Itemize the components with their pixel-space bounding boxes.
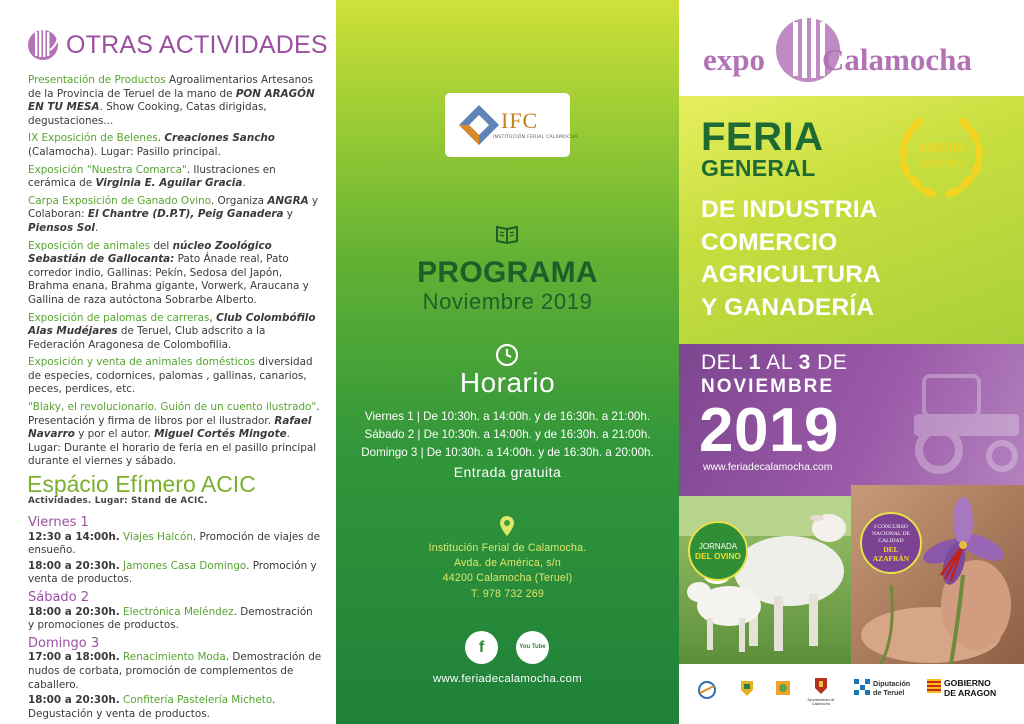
activity-text: , xyxy=(209,311,217,324)
sector-line: AGRICULTURA xyxy=(701,261,882,288)
sector-line: Y GANADERÍA xyxy=(701,293,875,321)
activity-title: Exposición "Nuestra Comarca" xyxy=(28,163,187,176)
activity-item xyxy=(28,164,322,191)
schedule-text: . Degustación y venta de productos. xyxy=(28,694,276,720)
ifc-logo-caption: INSTITUCIÓN FERIAL CALAMOCHA xyxy=(493,135,578,140)
badge-text: DEL OVINO xyxy=(695,550,741,561)
ayuntamiento-shield-icon xyxy=(813,676,829,696)
activity-text: . Presentación y firma de libros por el ilustrador. xyxy=(28,401,320,427)
date-word: DEL xyxy=(701,351,743,374)
date-year: 2019 xyxy=(699,396,839,465)
sponsor-logo-3-icon xyxy=(774,679,792,697)
activity-emphasis: núcleo Zoológico Sebastián de Gallocanta: xyxy=(28,239,272,266)
entrada-gratuita: Entrada gratuita xyxy=(453,464,562,480)
schedule-time: 18:00 a 20:30h. xyxy=(28,605,120,618)
fair-sectors xyxy=(701,194,881,324)
activity-emphasis: El Chantre (D.P.T), Peig Ganadera xyxy=(87,208,284,221)
schedule-text: . Demostración y promociones de productos. xyxy=(28,605,313,632)
ifc-logo-icon xyxy=(457,103,501,147)
middle-panel xyxy=(336,0,679,724)
activities-list xyxy=(28,74,322,473)
schedule-item xyxy=(28,531,322,558)
schedule-text: . Promoción y venta de productos. xyxy=(28,559,317,586)
schedule-item xyxy=(28,606,322,633)
activity-text: de Teruel, Club adscrito a la Federación Aragonesa de Colombofilia. xyxy=(28,325,266,351)
expo-logo-icon xyxy=(26,26,60,64)
badge-text: DEL xyxy=(883,544,899,554)
activities-header xyxy=(26,26,328,64)
diputacion-label-2: de Teruel xyxy=(873,688,905,697)
activity-item xyxy=(28,356,322,397)
horario-title: Horario xyxy=(459,367,556,398)
facebook-icon: f xyxy=(478,638,485,656)
activity-item xyxy=(28,195,322,236)
tractor-icon xyxy=(894,366,1024,476)
ifc-logo xyxy=(445,93,578,157)
edition-badge xyxy=(901,140,981,170)
youtube-button[interactable] xyxy=(516,631,549,664)
saffron-flower-illustration xyxy=(851,485,1024,664)
schedule-text: . Promoción de viajes de ensueño. xyxy=(28,530,320,557)
activity-text: y Colaboran: xyxy=(28,194,319,221)
day-heading: Sábado 2 xyxy=(28,589,90,605)
schedule-item xyxy=(28,560,322,587)
activity-title: "Blaky, el revolucionario. Guión de un cuento ilustrado" xyxy=(28,401,317,414)
schedule-time: 17:00 a 18:00h. xyxy=(28,651,120,664)
date-start-day: 1 xyxy=(748,351,762,374)
schedule-time: 18:00 a 20:30h. xyxy=(28,694,120,707)
activity-text: (Calamocha). Lugar: Pasillo principal. xyxy=(28,145,221,158)
activity-emphasis: ANGRA xyxy=(267,194,309,207)
activity-text: Pato Ánade real, Pato corredor indio, Gallinas: Pekín, Sedosa del Japón, Brahma enana, Brahma gigante, Vorwerk, Araucana y Gallina de raza autóctona Sobrarbe Alberto. xyxy=(28,253,309,306)
feria-title: FERIA xyxy=(701,115,824,159)
left-panel xyxy=(0,0,336,724)
activity-text: . Lugar: Durante el horario de feria en el pasillo principal durante el viernes y sábado. xyxy=(28,428,317,468)
date-word: DE xyxy=(817,351,848,374)
activity-emphasis: Piensos Sol xyxy=(28,221,95,234)
edition-label: edición xyxy=(920,155,962,170)
gobierno-label-2: DE ARAGON xyxy=(944,688,997,698)
diputacion-logo-icon xyxy=(852,677,872,697)
date-end-day: 3 xyxy=(798,351,811,374)
clock-icon xyxy=(495,343,519,367)
address xyxy=(336,541,679,602)
sector-line: DE INDUSTRIA xyxy=(701,196,878,223)
activity-emphasis: Club Colombófilo Alas Mudéjares xyxy=(28,311,316,338)
youtube-icon: You Tube xyxy=(519,644,546,650)
activity-item xyxy=(28,240,322,308)
right-website-link[interactable]: www.feriadecalamocha.com xyxy=(703,462,833,473)
badge-text: I CONCURSO xyxy=(874,523,908,530)
activity-item xyxy=(28,312,322,353)
activity-title: Carpa Exposición de Ganado Ovino xyxy=(28,194,211,207)
activity-emphasis: Creaciones Sancho xyxy=(164,132,275,145)
schedule-time: 12:30 a 14:00h. xyxy=(28,530,120,543)
hours-line: Sábado 2 | De 10:30h. a 14:00h. y de 16:30h. a 21:00h. xyxy=(364,428,651,441)
activity-text: . xyxy=(242,177,246,190)
sponsor-logo-1-icon xyxy=(696,681,718,699)
activity-text: . Show Cooking, Catas dirigidas, degustaciones... xyxy=(28,101,267,127)
schedule-title: Viajes Halcón xyxy=(119,530,193,543)
sponsor-logos xyxy=(679,664,1024,724)
date-month: NOVIEMBRE xyxy=(701,376,835,397)
badge-text: AZAFRÁN xyxy=(872,553,910,563)
activity-title: Exposición y venta de animales domésticos xyxy=(28,356,256,369)
activities-heading: OTRAS ACTIVIDADES xyxy=(66,30,328,59)
activity-emphasis: Rafael Navarro xyxy=(28,414,312,441)
acic-schedule xyxy=(28,512,322,723)
book-icon xyxy=(495,224,519,244)
activity-item xyxy=(28,132,322,159)
activity-emphasis: Virginia E. Aguilar Gracia xyxy=(95,177,243,190)
saffron-photo xyxy=(851,485,1024,664)
badge-text: CALIDAD xyxy=(878,537,904,544)
ifc-logo-text: IFC xyxy=(501,108,539,133)
hours-line: Domingo 3 | De 10:30h. a 14:00h. y de 16:30h. a 20:00h. xyxy=(361,446,654,459)
schedule-item xyxy=(28,694,322,721)
schedule-title: Jamones Casa Domingo xyxy=(119,559,247,572)
activity-title: Exposición de palomas de carreras xyxy=(28,311,210,324)
activity-text: y por el autor. xyxy=(74,428,155,441)
activity-text: . Organiza xyxy=(210,194,268,207)
expo-header xyxy=(679,0,1024,96)
activity-text: . Ilustraciones en cerámica de xyxy=(28,163,276,190)
day-heading: Domingo 3 xyxy=(28,635,100,651)
activity-title: Exposición de animales xyxy=(28,239,151,252)
schedule-item xyxy=(28,651,322,692)
badge-text: NACIONAL DE xyxy=(872,530,910,537)
date-word: AL xyxy=(766,351,793,374)
activity-item xyxy=(28,74,322,128)
schedule-title: Confitería Pastelería Micheto xyxy=(119,694,273,707)
activity-item xyxy=(28,401,322,469)
sponsor-logo-2-icon xyxy=(738,678,756,698)
activity-text: y xyxy=(283,208,293,221)
activity-title: IX Exposición de Belenes xyxy=(28,132,158,145)
schedule-title: Electrónica Meléndez xyxy=(119,605,234,618)
website-link[interactable]: www.feriadecalamocha.com xyxy=(432,673,582,685)
programa-subtitle: Noviembre 2019 xyxy=(422,289,593,314)
acic-title: Espácio Efímero ACIC xyxy=(27,471,256,497)
logo-expo-text: expo xyxy=(703,42,765,77)
logo-calamocha-text: Calamocha xyxy=(822,42,972,77)
activity-emphasis: PON ARAGÓN EN TU MESA xyxy=(28,87,315,114)
aragon-flag-icon xyxy=(927,679,941,693)
activity-emphasis: Miguel Cortés Mingote xyxy=(154,428,287,441)
schedule-text: . Demostración de nudos de corbata, promoción de complementos de caballero. xyxy=(28,651,322,691)
activity-text: . xyxy=(157,132,165,145)
sheep-photo xyxy=(679,496,851,664)
sheep-illustration xyxy=(679,496,851,664)
diputacion-label-1: Diputación xyxy=(873,679,911,688)
day-heading: Viernes 1 xyxy=(28,515,89,530)
activity-text: Agroalimentarios Artesanos de la Provincia de Teruel de la mano de xyxy=(28,74,314,100)
address-line: T. 978 732 269 xyxy=(471,587,544,600)
general-title: GENERAL xyxy=(701,155,816,181)
address-line: Institución Ferial de Calamocha. xyxy=(428,542,587,554)
date-range xyxy=(701,351,847,375)
edition-number: XXXVIII xyxy=(918,140,964,155)
right-panel xyxy=(679,0,1024,724)
acic-subtitle: Actividades. Lugar: Stand de ACIC. xyxy=(28,496,208,506)
activity-text: del xyxy=(150,239,173,252)
hours-line: Viernes 1 | De 10:30h. a 14:00h. y de 16:30h. a 21:00h. xyxy=(364,410,651,423)
jornada-ovino-badge xyxy=(688,521,748,581)
opening-hours xyxy=(336,408,679,462)
gobierno-label-1: GOBIERNO xyxy=(944,678,991,688)
activity-text: diversidad de especies, codornices, palomas , gallinas, canarios, peces, perdices, etc. xyxy=(28,356,313,396)
ayuntamiento-label: Ayuntamiento de Calamocha xyxy=(807,698,835,706)
address-line: 44200 Calamocha (Teruel) xyxy=(442,572,573,585)
activity-title: Presentación de Productos xyxy=(28,74,166,86)
activity-text: . xyxy=(94,221,99,234)
azafran-contest-badge xyxy=(860,512,922,574)
facebook-button[interactable] xyxy=(465,631,498,664)
schedule-time: 18:00 a 20:30h. xyxy=(28,559,120,572)
schedule-title: Renacimiento Moda xyxy=(119,651,226,664)
programa-title: PROGRAMA xyxy=(417,256,598,289)
address-line: Avda. de América, s/n xyxy=(453,557,562,570)
badge-text: JORNADA xyxy=(698,541,738,551)
location-pin-icon xyxy=(499,515,515,537)
sector-line: COMERCIO xyxy=(701,228,838,256)
